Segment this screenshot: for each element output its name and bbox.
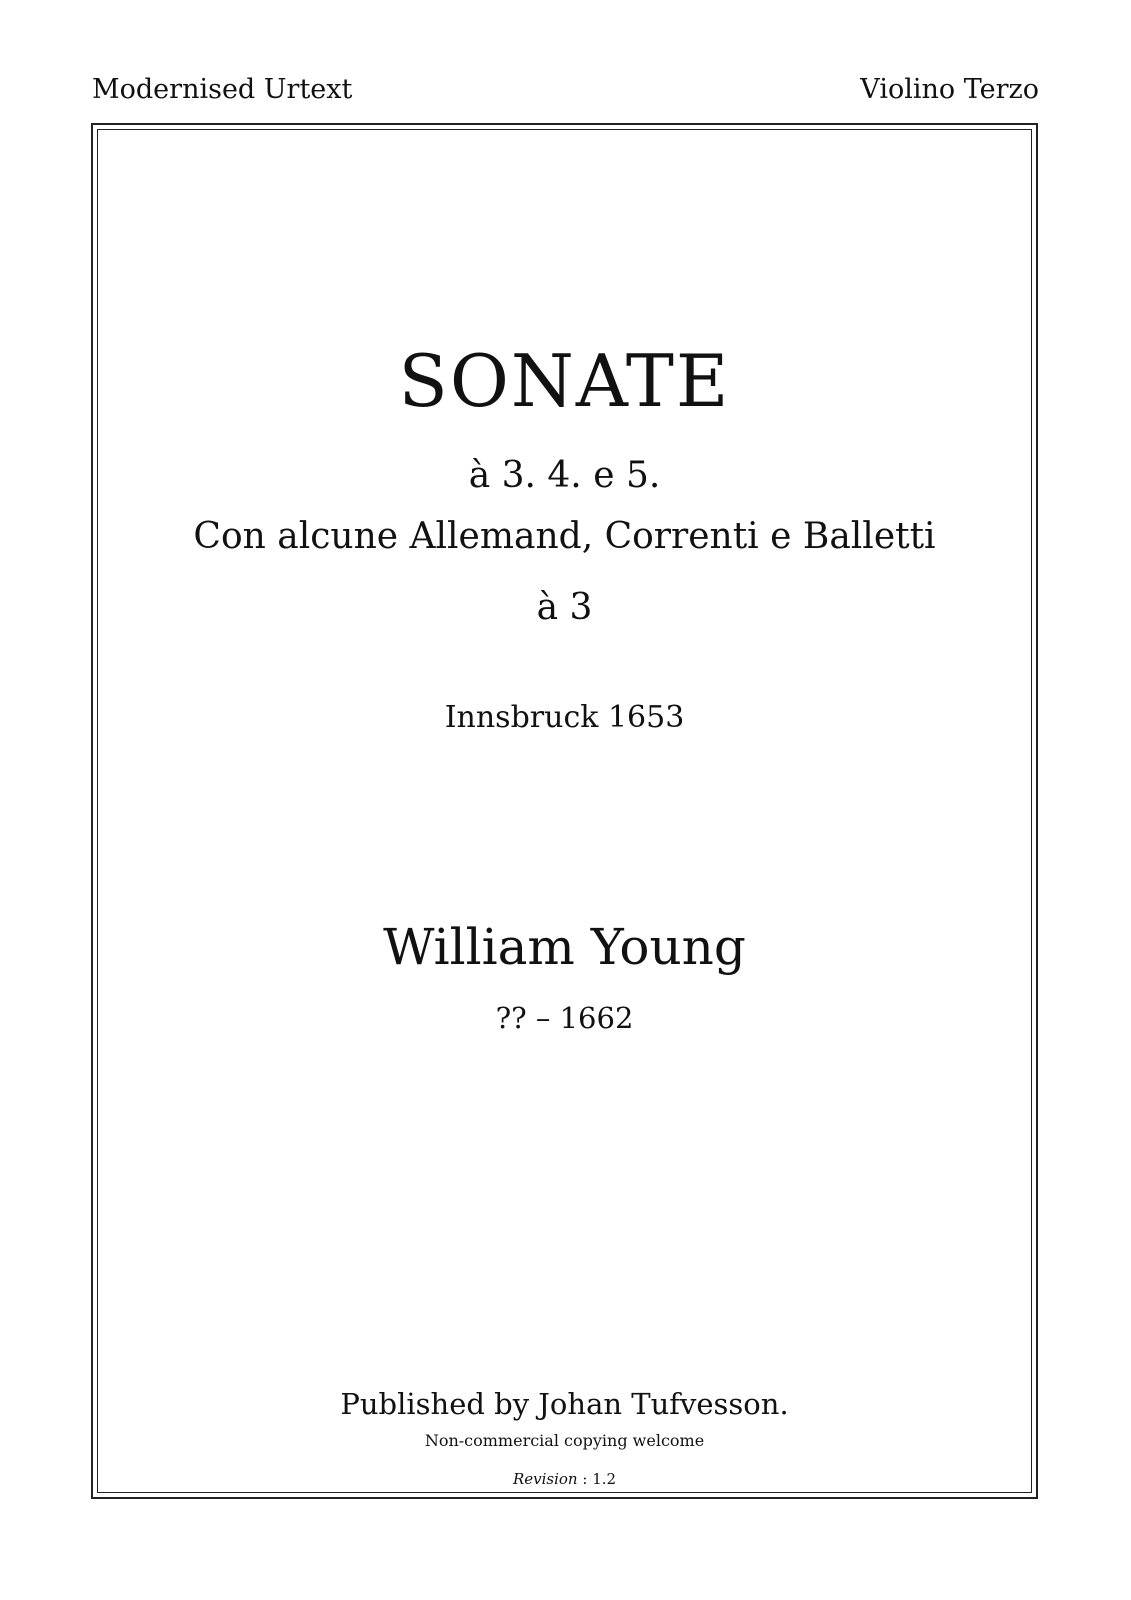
composer-name: William Young xyxy=(383,918,746,976)
page-frame-inner xyxy=(97,129,1032,1493)
header-left-text: Modernised Urtext xyxy=(92,74,353,105)
subtitle-line-1: à 3. 4. e 5. xyxy=(468,455,661,496)
revision-separator: : xyxy=(577,1470,593,1488)
subtitle-line-3: à 3 xyxy=(536,587,593,628)
place-date: Innsbruck 1653 xyxy=(444,700,685,735)
page-title: SONATE xyxy=(398,339,731,423)
subtitle-line-2: Con alcune Allemand, Correnti e Balletti xyxy=(193,516,936,557)
publisher-line: Published by Johan Tufvesson. xyxy=(340,1387,789,1421)
composer-dates: ?? – 1662 xyxy=(495,1001,634,1035)
header-right-text: Violino Terzo xyxy=(860,74,1039,105)
copying-note: Non-commercial copying welcome xyxy=(424,1431,705,1450)
revision-value: 1.2 xyxy=(592,1470,617,1488)
revision-label: Revision xyxy=(512,1470,578,1488)
revision-line xyxy=(97,1472,1032,1487)
